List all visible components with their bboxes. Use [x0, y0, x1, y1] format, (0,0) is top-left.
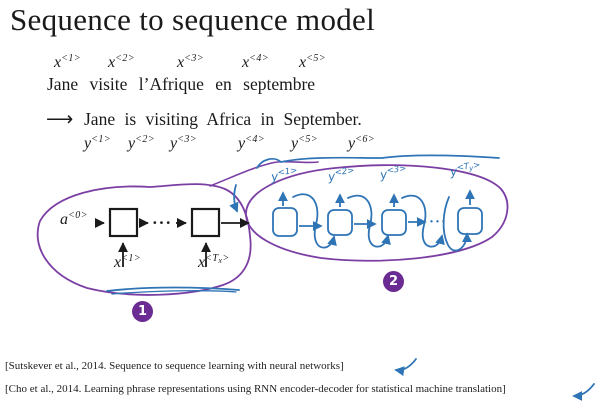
- x-label-1: $x^{<1>}$: [54, 53, 82, 71]
- x-label-5: $x^{<5>}$: [299, 53, 327, 71]
- decoder-rnn-cell-4: [458, 208, 482, 234]
- citation-check-arrow-1: [396, 359, 416, 370]
- decoder-rnn-cell-1: [273, 208, 297, 236]
- encoder-rnn-cell-2: [192, 209, 219, 236]
- feedback-curve-4: [444, 197, 467, 251]
- encoder-underline-stroke-2: [112, 291, 236, 294]
- encoder-x1-label: $x^{<1>}$: [114, 253, 142, 271]
- y-label-4: $y^{<4>}$: [238, 134, 266, 152]
- y-label-6: $y^{<6>}$: [348, 134, 376, 152]
- decoder-ellipsis: ···: [429, 214, 448, 230]
- y-label-3: $y^{<3>}$: [170, 134, 198, 152]
- citation-cho: [Cho et al., 2014. Learning phrase representations using RNN encoder-decoder for statistical machine translation]: [5, 383, 506, 395]
- page-title: Sequence to sequence model: [10, 2, 376, 37]
- decoder-number-badge: 2: [383, 271, 404, 292]
- x-label-4: $x^{<4>}$: [242, 53, 270, 71]
- encoder-underline-stroke: [107, 288, 239, 292]
- y-label-5: $y^{<5>}$: [291, 134, 319, 152]
- decoder-yTy-label: $y^{<T_y>}$: [449, 160, 481, 179]
- x-label-3: $x^{<3>}$: [177, 53, 205, 71]
- citation-sutskever: [Sutskever et al., 2014. Sequence to sequence learning with neural networks]: [5, 360, 344, 372]
- feedback-curve-3: [402, 196, 442, 247]
- encoder-decoder-purple-stroke: [210, 162, 318, 186]
- decoder-y3-label: $y^{<3>}$: [379, 163, 407, 182]
- feedback-curve-1: [293, 194, 334, 247]
- handoff-down-arrow: [234, 185, 237, 211]
- x-label-2: $x^{<2>}$: [108, 53, 136, 71]
- target-sentence: Jane is visiting Africa in September.: [84, 109, 362, 129]
- encoder-xTx-label: $x^{<T_x>}$: [198, 253, 230, 271]
- feedback-curve-2: [348, 196, 388, 247]
- citation-check-arrow-2: [574, 384, 594, 396]
- a0-label: $a^{<0>}$: [60, 210, 88, 228]
- encoder-ellipsis: ···: [152, 213, 173, 232]
- encoder-number-badge: 1: [132, 301, 153, 322]
- source-sentence: Jane visite l’Afrique en septembre: [47, 74, 316, 94]
- decoder-y1-label: $y^{<1>}$: [270, 165, 298, 184]
- y-label-2: $y^{<2>}$: [128, 134, 156, 152]
- decoder-rnn-cell-2: [328, 210, 352, 235]
- decoder-rnn-cell-3: [382, 210, 406, 235]
- maps-to-arrow: ⟶: [46, 109, 74, 130]
- y-label-1: $y^{<1>}$: [84, 134, 112, 152]
- decoder-y2-label: $y^{<2>}$: [327, 165, 355, 184]
- encoder-circle-annotation: [38, 184, 251, 295]
- encoder-rnn-cell-1: [110, 209, 137, 236]
